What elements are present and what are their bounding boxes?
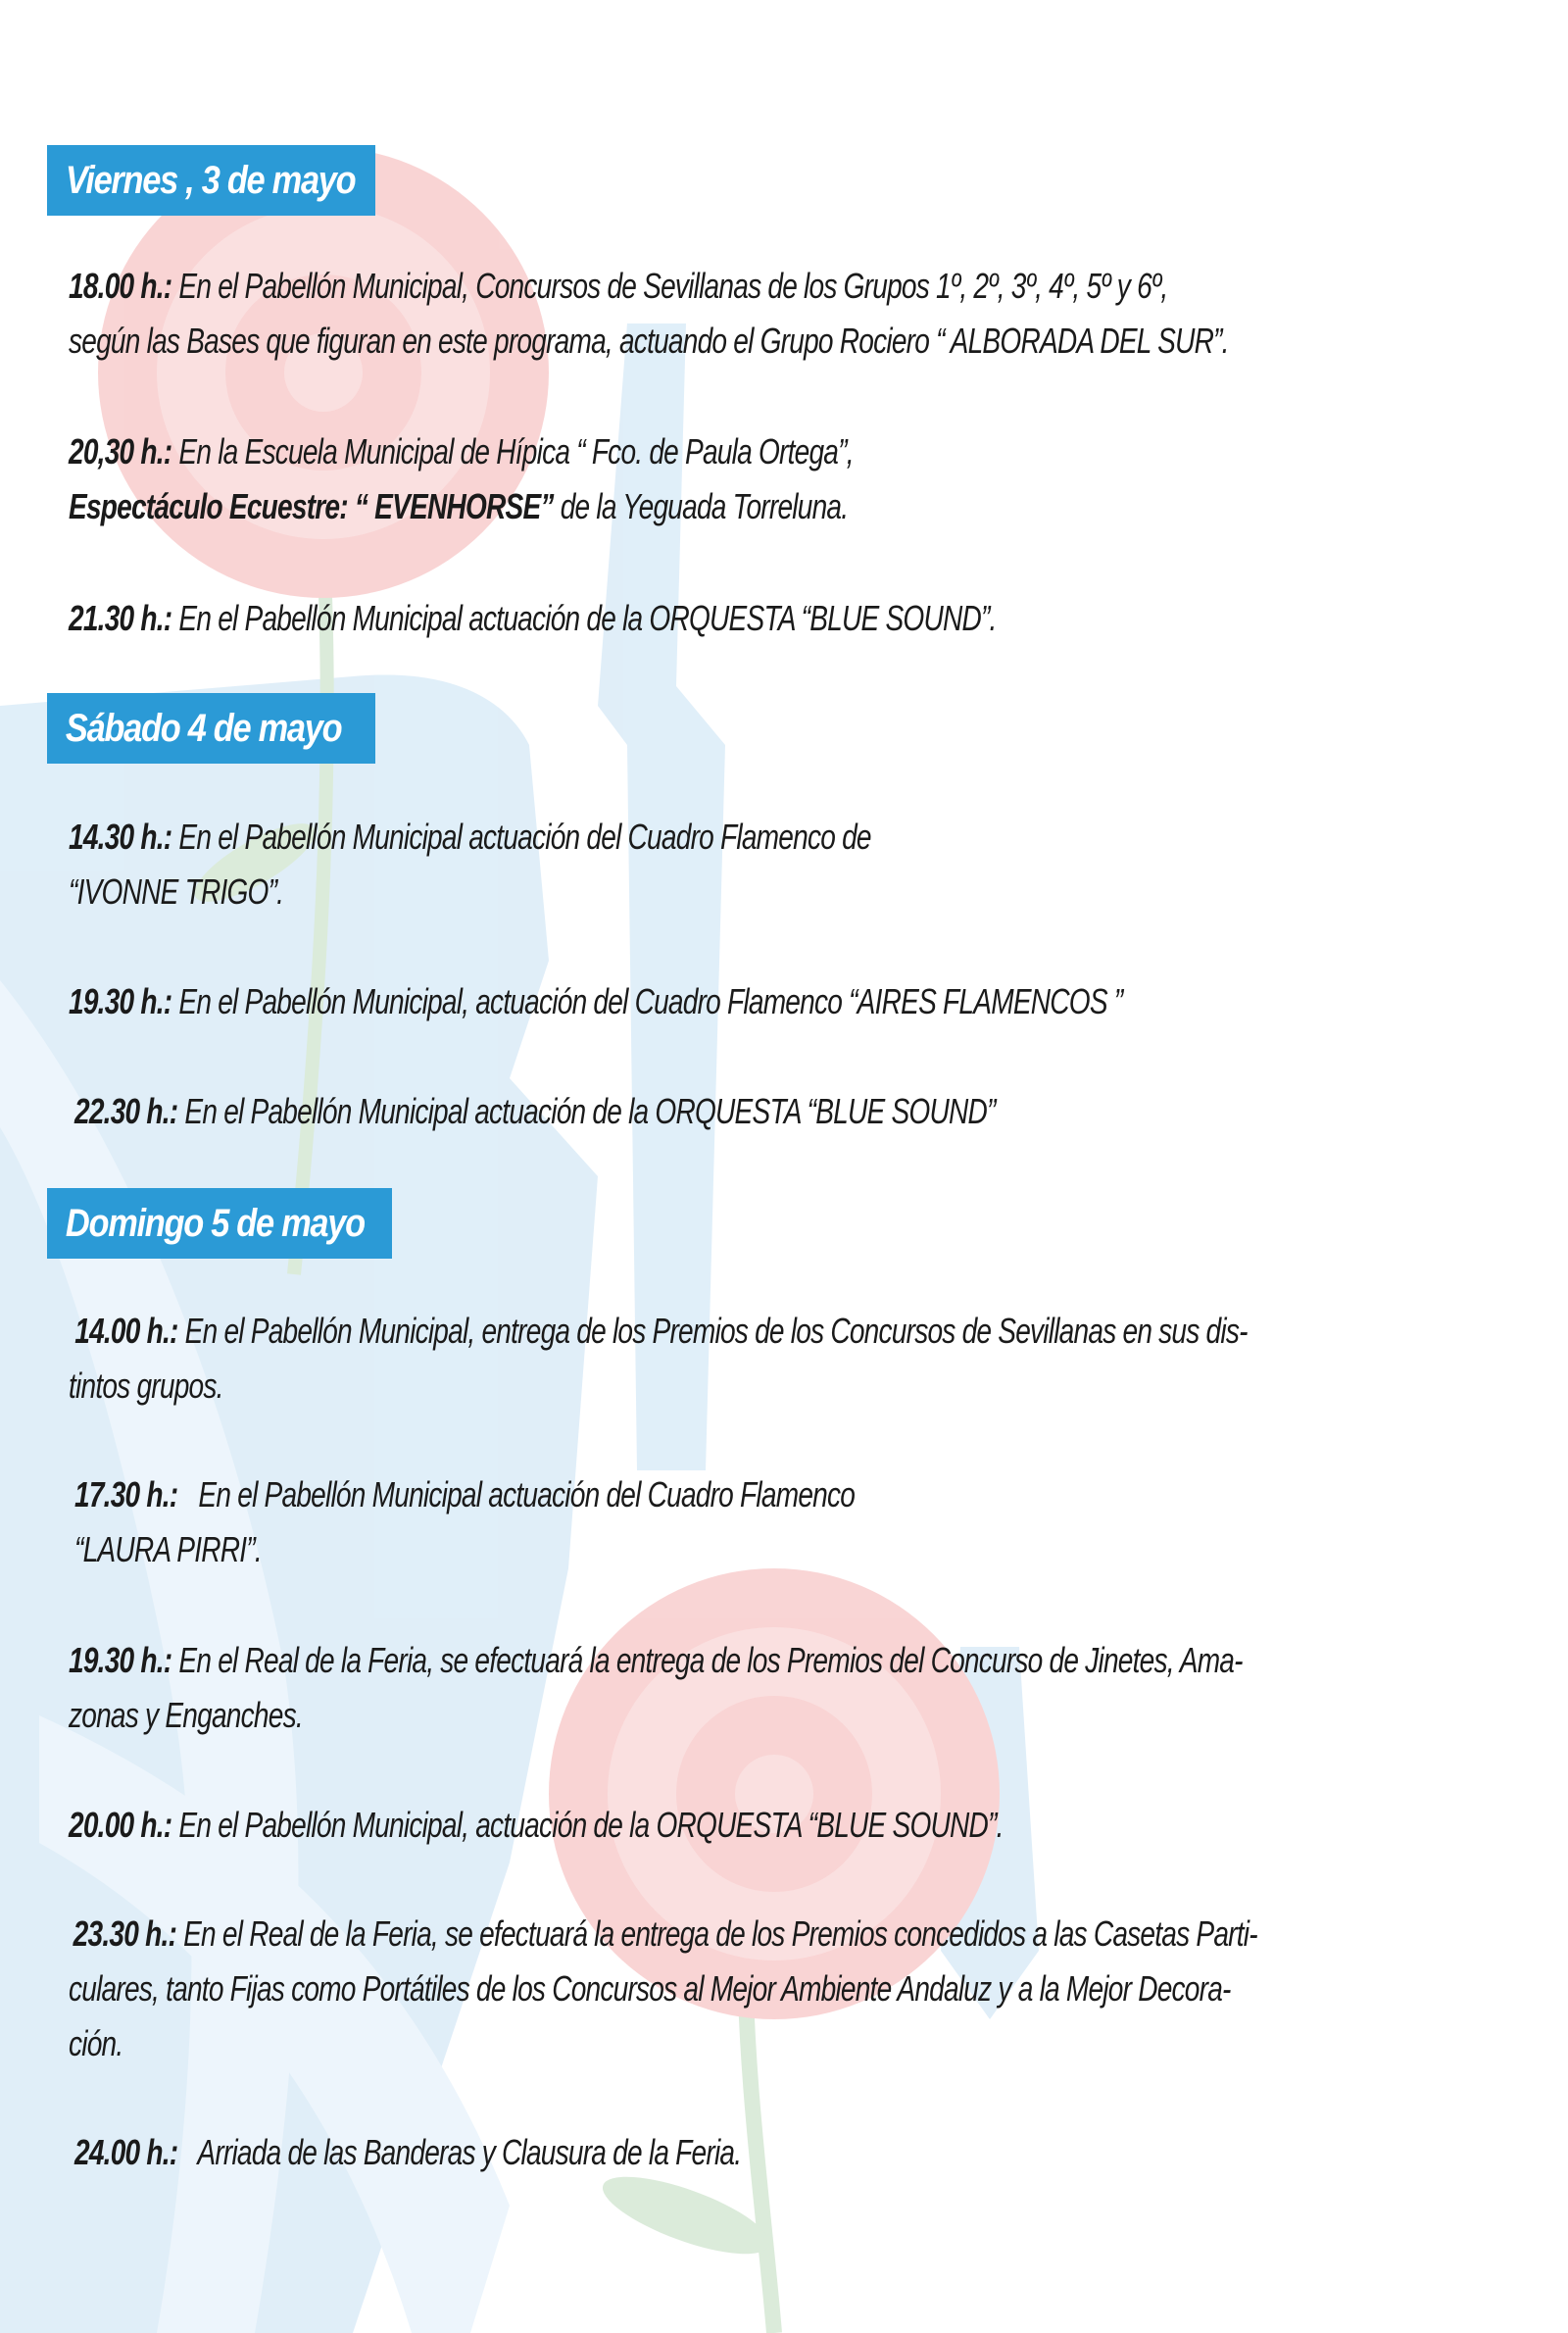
event-sabado-1430 bbox=[69, 810, 1519, 919]
event-time: 19.30 h.: bbox=[69, 981, 172, 1021]
event-text: ción. bbox=[69, 2023, 123, 2063]
event-viernes-2130 bbox=[69, 591, 1519, 646]
event-viernes-2030 bbox=[69, 424, 1519, 534]
day-header-domingo bbox=[47, 1188, 392, 1259]
day-header-sabado bbox=[47, 693, 375, 764]
event-text: culares, tanto Fijas como Portátiles de los Concursos al Mejor Ambiente Andaluz y a la Mejor Decora- bbox=[69, 1968, 1231, 2009]
event-text: En el Pabellón Municipal, entrega de los Premios de los Concursos de Sevillanas en sus dis- bbox=[184, 1311, 1248, 1351]
event-text: En el Pabellón Municipal actuación del Cuadro Flamenco de bbox=[178, 817, 871, 857]
event-text: En el Pabellón Municipal, Concursos de Sevillanas de los Grupos 1º, 2º, 3º, 4º, 5º y 6º, bbox=[178, 266, 1168, 306]
event-highlight: Espectáculo Ecuestre: “ EVENHORSE” bbox=[69, 486, 554, 526]
event-text: En el Pabellón Municipal actuación del Cuadro Flamenco bbox=[198, 1474, 856, 1514]
day-label: Viernes , 3 de mayo bbox=[65, 158, 356, 202]
event-time: 24.00 h.: bbox=[74, 2132, 178, 2172]
event-text: Arriada de las Banderas y Clausura de la Feria. bbox=[197, 2132, 742, 2172]
event-time: 20.00 h.: bbox=[69, 1805, 172, 1845]
event-text: En el Pabellón Municipal actuación de la ORQUESTA “BLUE SOUND”. bbox=[178, 598, 997, 638]
event-text: En el Pabellón Municipal actuación de la ORQUESTA “BLUE SOUND” bbox=[184, 1091, 996, 1131]
event-time: 19.30 h.: bbox=[69, 1640, 172, 1680]
event-domingo-2400 bbox=[74, 2125, 1525, 2180]
event-time: 21.30 h.: bbox=[69, 598, 172, 638]
event-time: 17.30 h.: bbox=[74, 1474, 178, 1514]
event-domingo-1730 bbox=[74, 1467, 1525, 1577]
event-sabado-1930 bbox=[69, 974, 1519, 1029]
event-text: En el Pabellón Municipal, actuación del Cuadro Flamenco “AIRES FLAMENCOS ” bbox=[178, 981, 1123, 1021]
event-viernes-1800 bbox=[69, 259, 1519, 369]
event-text: En el Pabellón Municipal, actuación de la ORQUESTA “BLUE SOUND”. bbox=[178, 1805, 1004, 1845]
event-text: tintos grupos. bbox=[69, 1365, 223, 1406]
event-sabado-2230 bbox=[74, 1084, 1525, 1139]
event-time: 22.30 h.: bbox=[74, 1091, 178, 1131]
event-text: En la Escuela Municipal de Hípica “ Fco. de Paula Ortega”, bbox=[178, 431, 854, 472]
event-text: según las Bases que figuran en este programa, actuando el Grupo Rociero “ ALBORADA DEL SUR”. bbox=[69, 321, 1229, 361]
event-text: zonas y Enganches. bbox=[69, 1695, 303, 1735]
day-label: Sábado 4 de mayo bbox=[65, 706, 342, 750]
day-header-viernes bbox=[47, 145, 375, 216]
day-label: Domingo 5 de mayo bbox=[65, 1201, 365, 1245]
event-time: 14.00 h.: bbox=[74, 1311, 178, 1351]
event-text: En el Real de la Feria, se efectuará la entrega de los Premios concedidos a las Casetas Parti- bbox=[183, 1913, 1257, 1954]
event-domingo-1930 bbox=[69, 1633, 1519, 1743]
event-time: 18.00 h.: bbox=[69, 266, 172, 306]
event-time: 20,30 h.: bbox=[69, 431, 172, 472]
event-domingo-2000 bbox=[69, 1798, 1519, 1853]
event-text: “LAURA PIRRI”. bbox=[74, 1529, 262, 1569]
event-time: 23.30 h.: bbox=[73, 1913, 177, 1954]
event-domingo-1400 bbox=[69, 1304, 1519, 1414]
event-text: de la Yeguada Torreluna. bbox=[560, 486, 849, 526]
event-text: En el Real de la Feria, se efectuará la entrega de los Premios del Concurso de Jinetes, Ama- bbox=[178, 1640, 1243, 1680]
event-time: 14.30 h.: bbox=[69, 817, 172, 857]
event-domingo-2330 bbox=[69, 1907, 1519, 2071]
event-text: “IVONNE TRIGO”. bbox=[69, 871, 284, 912]
